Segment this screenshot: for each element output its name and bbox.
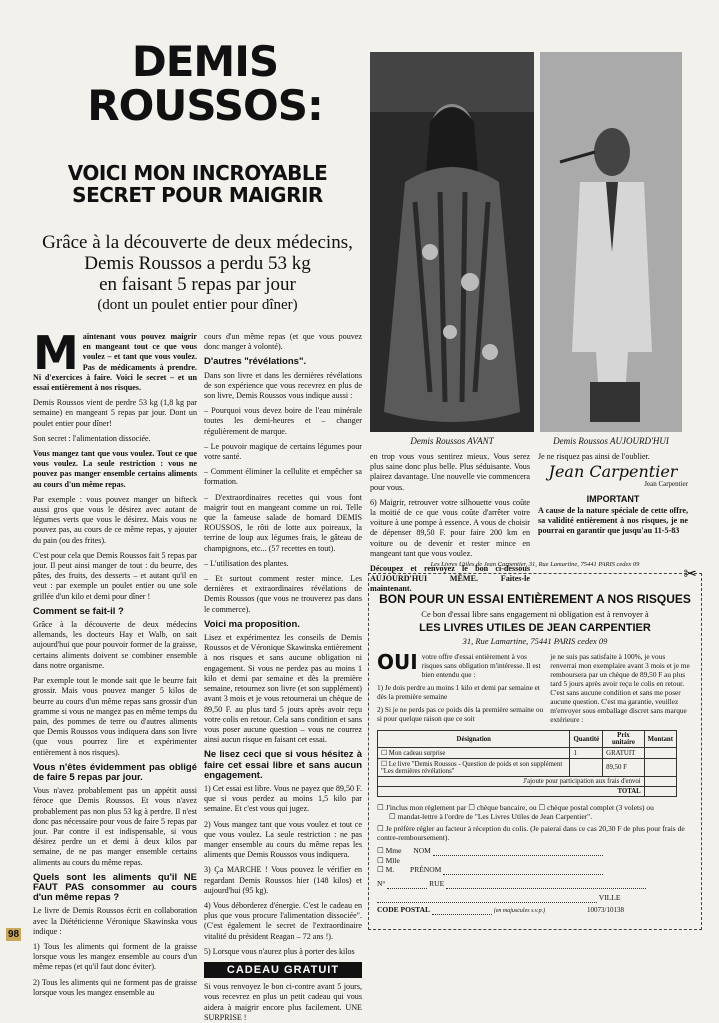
col2-l5: – L'utilisation des plantes. bbox=[204, 558, 289, 568]
col1-heading1: Comment se fait-il ? bbox=[33, 605, 124, 617]
row2-price: 89,50 F bbox=[603, 759, 645, 777]
col2-l4: – D'extraordinaires recettes qui vous font maigrir tout en mangeant comme un roi. Telle que la fameuse salade de homard DEMIS ROUSSOS, le rôti de lotte aux poireaux, la terrine de loup aux légumes frais, le gâteau de champignons, etc... (57 recettes en tout). bbox=[204, 492, 362, 553]
page-number: 98 bbox=[8, 929, 20, 940]
deck bbox=[25, 232, 370, 316]
col2-p0: cours d'un même repas (et que vous pouvez donc manger à volonté). bbox=[204, 332, 362, 352]
col1-heading3: Quels sont les aliments qu'il NE FAUT PAS consommer au cours d'un même repas ? bbox=[33, 871, 197, 904]
col2-heading1: D'autres "révélations". bbox=[204, 356, 307, 368]
pay1-label: J'inclus mon règlement par bbox=[385, 803, 467, 812]
deck-line1: Grâce à la découverte de deux médecins, bbox=[42, 232, 353, 253]
total-amount[interactable] bbox=[644, 787, 676, 797]
col1-p2: Son secret : l'alimentation dissociée. bbox=[33, 433, 151, 443]
col2-heading2: Voici ma proposition. bbox=[204, 618, 300, 630]
order-coupon bbox=[368, 566, 702, 930]
ville-label: VILLE bbox=[598, 893, 621, 902]
caps-note: (en majuscules s.v.p.) bbox=[493, 908, 546, 914]
col1-p7: Par exemple tout le monde sait que le beurre fait grossir. Mais vous pouvez manger 5 kilos de beurre au cours d'un même repas sans grossir d'un gramme si vous ne mangez pas en même temps du pain, des pommes de terre ou d'autres aliments que Demis Roussos vous indiquera dans son livre (que vous pourrez lire et expérimenter entièrement à nos risques). bbox=[33, 676, 197, 757]
col1-p6: Grâce à la découverte de deux médecins allemands, les docteurs Hay et Walb, on sait aujourd'hui que pour pouvoir former de la graisse, certains aliments doivent se combiner ensemble dans notre organisme. bbox=[33, 620, 197, 670]
subheadline bbox=[25, 162, 370, 206]
payment-option-3 bbox=[377, 824, 701, 842]
important-heading: IMPORTANT bbox=[586, 493, 640, 504]
column-3 bbox=[370, 452, 530, 594]
city-fields bbox=[377, 893, 701, 903]
coupon-subtitle: Ce bon d'essai libre sans engagement ni obligation est à renvoyer à bbox=[421, 609, 649, 619]
coupon-right-text: je ne suis pas satisfaite à 100%, je vous renverrai mon exemplaire avant 3 mois et je me remboursera par un chèque de 89,50 F au plus tard 5 jours après avoir reçu le colis en retour. C'est sans aucune condition et sans me poser aucune question. C'est ma garantie, veuillez m'envoyer sous emballage discret sans marque extérieure : bbox=[550, 652, 690, 724]
headline bbox=[55, 37, 355, 130]
gift-banner: CADEAU GRATUIT bbox=[204, 962, 362, 978]
prenom-label: PRÉNOM bbox=[410, 865, 442, 874]
dropcap: M bbox=[33, 326, 79, 380]
deck-line4: (dont un poulet entier pour dîner) bbox=[97, 297, 298, 313]
oui-text: votre offre d'essai entièrement à vos risques sans obligation m'intéresse. Il est bien entendu que : bbox=[421, 652, 541, 679]
col1-p10: 1) Tous les aliments qui forment de la graisse lorsque vous les mangez ensemble au cours d'un même repas (et qu'il faut donc éviter). bbox=[33, 941, 197, 972]
pay2-label: mandat-lettre à l'ordre de "Les Livres Utiles de Jean Carpentier". bbox=[397, 812, 593, 821]
checkbox-cod[interactable]: ☐ bbox=[377, 824, 384, 833]
photo-after bbox=[540, 52, 682, 432]
col2-n5: 5) Lorsque vous n'aurez plus à porter des kilos bbox=[204, 946, 355, 956]
col4-p2: A cause de la nature spéciale de cette offre, sa validité entièrement à nos risques, je ne pourrai en garantir que jusqu'au 11-5-83 bbox=[538, 505, 688, 536]
col2-n2: 2) Vous mangez tant que vous voulez et tout ce que vous voulez. La seule restriction : ne pas manger ensemble au cours du même repas les aliments que Demis Roussos vous indiquera. bbox=[204, 819, 362, 860]
th-designation: Désignation bbox=[378, 731, 570, 748]
pay1b-label: chèque bancaire, ou bbox=[476, 803, 537, 812]
checkbox-m[interactable]: ☐ bbox=[377, 865, 384, 874]
caption-after: Demis Roussos AUJOURD'HUI bbox=[553, 436, 669, 446]
col3-p2: 6) Maigrir, retrouver votre silhouette vous coûte la moitié de ce que vous coûte d'arrêter votre voiture à une pompe à essence. A vous de choisir de dépenser 89,50 F. pour faire 200 km en voiture ou de devenir et rester mince en mangeant tant que vous voulez. bbox=[370, 497, 530, 558]
mme-label: Mme bbox=[385, 846, 402, 855]
number-field[interactable] bbox=[387, 879, 427, 889]
order-table bbox=[377, 730, 677, 797]
col1-p3: Vous mangez tant que vous voulez. Tout ce que vous voulez. La seule restriction : vous ne pouvez pas manger ensemble certains aliments au cours d'un même repas. bbox=[33, 449, 197, 489]
total-label: TOTAL bbox=[378, 787, 645, 797]
column-4 bbox=[538, 452, 688, 562]
photo-before-figure bbox=[370, 52, 534, 432]
checkbox-mlle[interactable]: ☐ bbox=[377, 856, 384, 865]
photo-after-figure bbox=[540, 52, 682, 432]
row1-qty: 1 bbox=[570, 748, 603, 759]
condition-2: 2) Si je ne perds pas ce poids dès la première semaine ou si pour quelque raison que ce soit bbox=[377, 705, 544, 723]
checkbox-money-order[interactable]: ☐ bbox=[389, 812, 396, 821]
col2-n4: 4) Vous déborderez d'énergie. C'est le cadeau en plus que vous procure l'alimentation dissociée". (C'est également le secret de l'extraordinaire vitalité du président Reagan – 72 ans !). bbox=[204, 900, 362, 941]
checkbox-bank-check[interactable]: ☐ bbox=[468, 803, 475, 812]
checkbox-pay-include[interactable]: ☐ bbox=[377, 803, 384, 812]
checkbox-gift[interactable]: ☐ bbox=[381, 750, 388, 757]
photo-before bbox=[370, 52, 534, 432]
payment-option-2 bbox=[389, 812, 701, 821]
prenom-field[interactable] bbox=[443, 865, 603, 875]
publisher-address: Les Livres Utiles de Jean Carpentier, 31, Rue Lamartine, 75441 PARIS cedex 09 bbox=[430, 561, 640, 568]
checkbox-mme[interactable]: ☐ bbox=[377, 846, 384, 855]
row1-amount[interactable] bbox=[644, 748, 676, 759]
postal-code-field[interactable] bbox=[432, 905, 492, 915]
pay1c-label: chèque postal complet (3 volets) ou bbox=[547, 803, 654, 812]
col3-p1: en trop vous vous sentirez mieux. Vous serez plus saine donc plus belle. Plus séduisante. Vous plairez davantage. Une nouvelle vie commencera pour vous. bbox=[370, 452, 530, 492]
th-unit-price: Prix unitaire bbox=[603, 731, 645, 748]
payment-option-1 bbox=[377, 803, 701, 812]
nom-label: NOM bbox=[413, 846, 431, 855]
address-line-field[interactable] bbox=[377, 893, 597, 903]
pay3-label: Je préfère régler au facteur à réception du colis. (Je paierai dans ce cas 20,30 F de plus pour frais de contre-remboursement). bbox=[377, 824, 685, 842]
rue-label: RUE bbox=[429, 879, 445, 888]
title-fields-2 bbox=[377, 856, 701, 865]
col2-l1: – Pourquoi vous devez boire de l'eau minérale toutes les demi-heures et – changer régulièrement de marque. bbox=[204, 406, 362, 436]
col4-p1: Je ne risquez pas ainsi de l'oublier. bbox=[538, 452, 650, 461]
column-1 bbox=[33, 326, 197, 997]
th-amount: Montant bbox=[644, 731, 676, 748]
col1-p1: Demis Roussos vient de perdre 53 kg (1,8 kg par semaine) en mangeant 5 repas par jour. Dont un poulet entier pour dîner! bbox=[33, 398, 197, 428]
col2-n1: 1) Cet essai est libre. Vous ne payez que 89,50 F. que si vous perdez au moins 1,5 kilo par semaine. Et c'est vous qui jugez. bbox=[204, 783, 362, 814]
scissors-icon: ✂ bbox=[683, 566, 697, 583]
col1-p9: Le livre de Demis Roussos écrit en collaboration avec la Diététicienne Véronique Skawinska vous indique : bbox=[33, 906, 197, 936]
row1-price: GRATUIT bbox=[603, 748, 645, 759]
headline-line2: ROUSSOS: bbox=[87, 81, 323, 130]
coupon-organization: LES LIVRES UTILES DE JEAN CARPENTIER bbox=[419, 622, 651, 634]
row3-label: J'ajoute pour participation aux frais d'envoi bbox=[378, 777, 645, 787]
col3-p3: Découpez et renvoyez le bon ci-dessous AUJOURD'HUI MÊME. Faites-le maintenant. bbox=[370, 564, 530, 594]
checkbox-postal-check[interactable]: ☐ bbox=[538, 803, 546, 812]
row2-amount[interactable] bbox=[644, 759, 676, 777]
col2-l3: – Comment éliminer la cellulite et empêcher sa formation. bbox=[204, 467, 362, 487]
col1-heading2: Vous n'êtes évidemment pas obligé de faire 5 repas par jour. bbox=[33, 761, 197, 783]
col2-p2: Lisez et expérimentez les conseils de Demis Roussos et de Véronique Skawinska entièrement à nos risques et sans aucune obligation ni engagement. Si vous ne perdez pas au moins 1 kilo et demi par semaine et dès la première semaine, retournez son livre (et son supplément) avant 3 mois et je vous retournerai un chèque de 89,50 F. au plus tard 5 jours après avoir reçu votre colis en retour. Cela sans condition et sans vous poser aucune question – vous ne courrez ainsi aucun risque en faisant cet essai. bbox=[204, 633, 362, 745]
rue-field[interactable] bbox=[446, 879, 646, 889]
subhead-line2: SECRET POUR MAIGRIR bbox=[72, 183, 323, 207]
cp-label: CODE POSTAL bbox=[377, 905, 430, 914]
column-2 bbox=[204, 332, 362, 1022]
nom-field[interactable] bbox=[433, 846, 603, 856]
subhead-line1: VOICI MON INCROYABLE bbox=[67, 161, 328, 185]
th-quantity: Quantité bbox=[570, 731, 603, 748]
col2-n3: 3) Ça MARCHE ! Vous pouvez le vérifier en regardant Demis Roussos hier (148 kilos) et aujourd'hui (95 kg). bbox=[204, 865, 362, 895]
col2-l6: – Et surtout comment rester mince. Les dernières et extraordinaires révélations de Demis Roussos (que vous ne trouverez pas dans le commerce). bbox=[204, 574, 362, 614]
coupon-code: 10073/10138 bbox=[587, 906, 624, 914]
col2-heading3: Ne lisez ceci que si vous hésitez à faire cet essai libre et sans aucun engagement. bbox=[204, 749, 362, 781]
condition-1: 1) Je dois perdre au moins 1 kilo et demi par semaine et dès la première semaine bbox=[377, 683, 540, 701]
deck-line2: Demis Roussos a perdu 53 kg bbox=[84, 253, 311, 274]
signature: Jean Carpentier bbox=[548, 462, 678, 482]
row1-designation: Mon cadeau surprise bbox=[388, 750, 446, 757]
postal-fields bbox=[377, 905, 701, 915]
mlle-label: Mlle bbox=[385, 856, 400, 865]
col1-p4: Par exemple : vous pouvez manger un bifteck aussi gros que vous le désirez avec autant de légumes verts que vous le désirez. Mais vous ne pouvez pas, au cours de ce même repas, y ajouter du pain (ou des frites). bbox=[33, 494, 197, 545]
m-label: M. bbox=[385, 865, 395, 874]
row2-designation: Le livre "Demis Roussos - Question de poids et son supplément "Les dernières révélations" bbox=[381, 761, 563, 775]
col1-p5: C'est pour cela que Demis Roussos fait 5 repas par jour. Il peut ainsi manger de tout : du beurre, des pâtes, des fruits, des desserts – et autant qu'il en veut : par exemple un poulet entier ou une sole grillée d'un kilo et demi pour dîner ! bbox=[33, 550, 197, 601]
col2-p3: Si vous renvoyez le bon ci-contre avant 5 jours, vous recevrez en plus un petit cadeau qui vous aidera à maigrir encore plus facilement. UNE SURPRISE ! bbox=[204, 982, 362, 1022]
headline-line1: DEMIS bbox=[131, 37, 279, 86]
col2-l2: – Le pouvoir magique de certains légumes pour votre santé. bbox=[204, 441, 362, 462]
address-fields bbox=[377, 879, 701, 889]
col1-intro: aintenant vous pouvez maigrir en mangeant tout ce que vous voulez – et tant que vous voulez. Pas de médicaments à prendre. Ni d'exercices à faire. Voici le secret – et un essai entièrement à nos risques. bbox=[33, 332, 197, 393]
coupon-address: 31, Rue Lamartine, 75441 PARIS cedex 09 bbox=[462, 636, 608, 646]
col1-p8: Vous n'avez probablement pas un appétit aussi féroce que Demis Roussos. Et vous n'avez probablement pas non plus 53 kg à perdre. Il n'est donc pas nécessaire pour vous de faire 5 repas par jour. Par contre il est indispensable, si vous désirez perdre un et demi à deux kilos par semaine, de ne pas manger ensemble certains aliments au cours du même repas. bbox=[33, 786, 197, 867]
no-label: N° bbox=[377, 879, 386, 888]
title-fields-3 bbox=[377, 865, 701, 875]
title-fields bbox=[377, 846, 701, 856]
col1-p11: 2) Tous les aliments qui ne forment pas de graisse lorsque vous les mangez ensemble au bbox=[33, 977, 197, 997]
deck-line3: en faisant 5 repas par jour bbox=[99, 274, 296, 295]
checkbox-book[interactable]: ☐ bbox=[381, 761, 388, 768]
shipping-amount[interactable] bbox=[644, 777, 676, 787]
caption-before: Demis Roussos AVANT bbox=[410, 436, 494, 446]
col2-p1: Dans son livre et dans les dernières révélations de son expérience que vous recevrez en plus de son livre, Demis Roussos vous indique aussi : bbox=[204, 370, 362, 401]
coupon-title: BON POUR UN ESSAI ENTIÈREMENT A NOS RISQUES bbox=[379, 592, 691, 606]
oui-label: OUI bbox=[377, 650, 418, 674]
signature-name: Jean Carpentier bbox=[644, 480, 688, 489]
row2-qty[interactable] bbox=[570, 759, 603, 777]
